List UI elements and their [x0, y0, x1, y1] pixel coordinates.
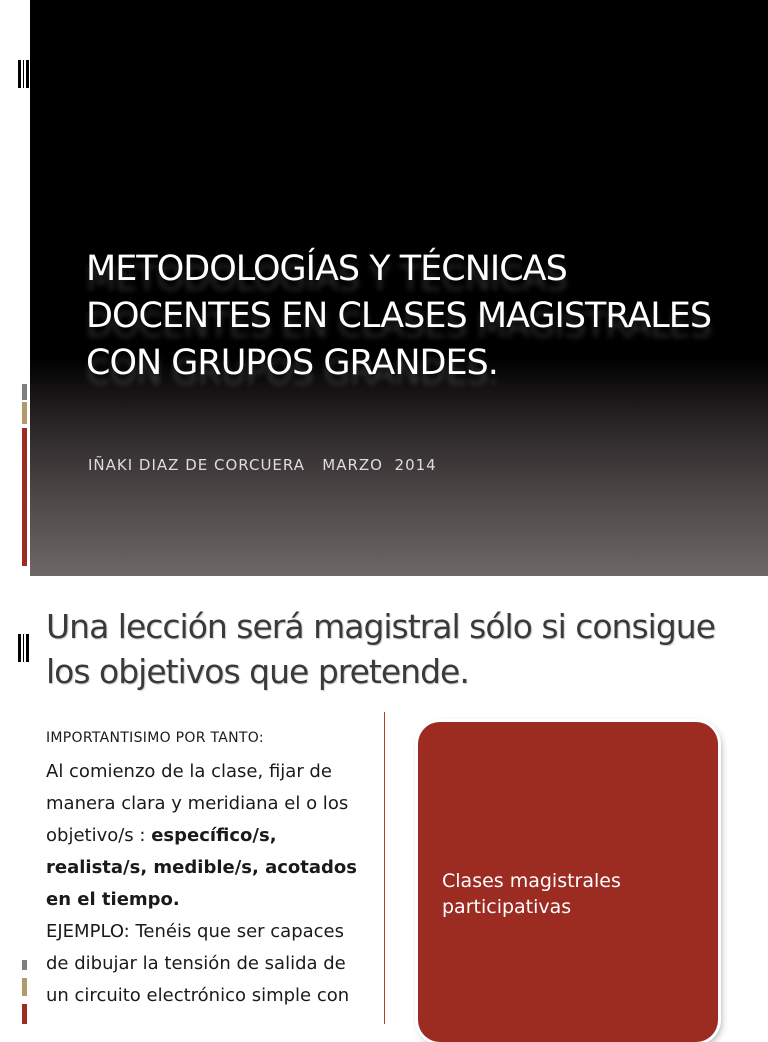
column-divider: [384, 712, 385, 1024]
body-text: [46, 724, 366, 1012]
accent-bar-tan: [22, 402, 27, 424]
slide-marker-icon: [18, 634, 29, 662]
accent-bar-red: [22, 428, 27, 566]
slide-marker-icon: [18, 60, 29, 88]
accent-bar-gray: [22, 960, 27, 970]
intro-text: IMPORTANTISIMO POR TANTO:: [46, 730, 264, 746]
paragraph-text: Al comienzo de la clase, fijar de manera clara y meridiana el o los objetivo/s :: [46, 761, 349, 846]
slide-title-text: METODOLOGÍAS Y TÉCNICAS DOCENTES EN CLASES MAGISTRALES CON GRUPOS GRANDES.: [86, 249, 712, 383]
paragraph-bold-text: específico/s, realista/s, medible/s, acotados en el tiempo.: [46, 825, 358, 910]
slide-subtitle: IÑAKI DIAZ DE CORCUERA MARZO 2014: [88, 456, 437, 474]
highlight-card: [418, 722, 718, 1042]
accent-bar-tan: [22, 978, 27, 996]
paragraph-objectives: [46, 756, 366, 916]
paragraph-example: EJEMPLO: Tenéis que ser capaces de dibujar la tensión de salida de un circuito electrónico simple con: [46, 921, 350, 1006]
slide-heading: Una lección será magistral sólo si consigue los objetivos que pretende.: [46, 607, 715, 691]
accent-bar-red: [22, 1004, 27, 1024]
highlight-card-text: Clases magistrales participativas: [442, 870, 621, 918]
accent-bar-gray: [22, 384, 27, 400]
slide-content: [0, 576, 768, 1024]
